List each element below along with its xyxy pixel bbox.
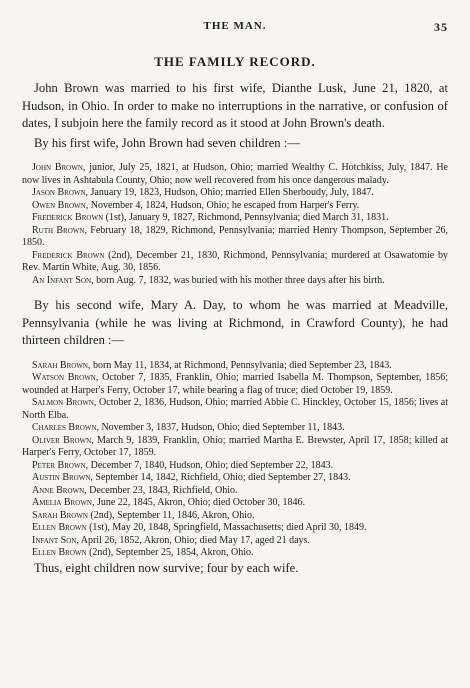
child-details: , January 19, 1823, Hudson, Ohio; married Ellen Sherboudy, July, 1847.	[85, 187, 374, 198]
child-details: , junior, July 25, 1821, at Hudson, Ohio; married Wealthy C. Hotchkiss, July, 1847. He now lives in Ashtabula County, Ohio; now well recovered from his once dangerous malady.	[22, 162, 448, 186]
child-entry	[22, 460, 448, 473]
child-entry	[22, 187, 448, 200]
child-entry	[22, 275, 448, 288]
intro-paragraph: John Brown was married to his first wife, Dianthe Lusk, June 21, 1820, at Hudson, in Ohio. In order to make no interruptions in the narrative, or confusion of dates, I subjoin here the family record as it stood at John Brown's death.	[22, 81, 448, 130]
child-name: Oliver Brown	[32, 434, 92, 446]
child-details: (1st), January 9, 1827, Richmond, Pennsylvania; died March 31, 1831.	[103, 212, 389, 223]
child-name: Amelia Brown	[32, 497, 92, 508]
conclusion-paragraph: Thus, eight children now survive; four by each wife.	[34, 560, 299, 575]
child-entry	[22, 522, 448, 535]
child-entry	[22, 360, 448, 373]
child-details: (2nd), September 25, 1854, Akron, Ohio.	[86, 547, 254, 558]
child-details: , born Aug. 7, 1832, was buried with his mother three days after his birth.	[91, 274, 385, 286]
child-name: Infant Son	[32, 534, 77, 546]
child-details: (2nd), September 11, 1846, Akron, Ohio.	[87, 509, 255, 521]
child-details: (1st), May 20, 1848, Springfield, Massachusetts; died April 30, 1849.	[86, 522, 367, 533]
child-entry	[22, 372, 448, 397]
child-entry	[22, 547, 448, 560]
child-details: , February 18, 1829, Richmond, Pennsylvania; married Henry Thompson, September 26, 1850.	[22, 224, 448, 248]
child-name: Sarah Brown	[32, 509, 88, 521]
second-wife-children-list	[22, 360, 448, 560]
child-entry	[22, 212, 448, 225]
page-number: 35	[434, 20, 448, 34]
child-details: , June 22, 1845, Akron, Ohio; died October 30, 1846.	[91, 497, 305, 508]
child-entry	[22, 422, 448, 435]
running-header	[22, 20, 448, 36]
child-details: , March 9, 1839, Franklin, Ohio; married Martha E. Brewster, April 17, 1858; killed at Harper's Ferry, October 17, 1859.	[22, 434, 448, 458]
child-name: An Infant Son	[32, 274, 92, 286]
child-name: John Brown	[32, 162, 83, 173]
child-name: Charles Brown	[32, 422, 97, 433]
second-wife-lead: By his second wife, Mary A. Day, to whom he was married at Meadville, Pennsylvania (while he was living at Richmond, in Crawford County), he had thirteen children :—	[22, 298, 448, 347]
child-details: , November 3, 1837, Hudson, Ohio; died September 11, 1843.	[96, 422, 345, 433]
child-details: (2nd), December 21, 1830, Richmond, Pennsylvania; murdered at Osawatomie by Rev. Martin White, Aug. 30, 1856.	[22, 249, 449, 273]
child-details: , born May 11, 1834, at Richmond, Pennsylvania; died September 23, 1843.	[87, 359, 392, 371]
child-name: Ruth Brown	[32, 224, 85, 236]
child-name: Jason Brown	[32, 187, 86, 198]
child-name: Owen Brown	[32, 199, 86, 211]
child-entry	[22, 200, 448, 213]
child-name: Frederick Brown	[32, 249, 105, 261]
child-details: , April 26, 1852, Akron, Ohio; died May 17, aged 21 days.	[76, 534, 310, 546]
child-entry	[22, 435, 448, 460]
child-entry	[22, 250, 448, 275]
running-title: THE MAN.	[203, 20, 267, 32]
child-details: , October 2, 1836, Hudson, Ohio; married Abbie C. Hinckley, October 15, 1856; lives at North Elba.	[22, 397, 449, 421]
child-details: , September 14, 1842, Richfield, Ohio; died September 27, 1843.	[90, 472, 351, 483]
first-wife-lead: By his first wife, John Brown had seven children :—	[34, 135, 300, 150]
child-details: , December 7, 1840, Hudson, Ohio; died September 22, 1843.	[85, 459, 334, 471]
child-details: , December 23, 1843, Richfield, Ohio.	[84, 484, 238, 496]
child-entry	[22, 472, 448, 485]
section-title: THE FAMILY RECORD.	[154, 54, 316, 69]
child-name: Watson Brown	[32, 372, 96, 383]
child-entry	[22, 225, 448, 250]
first-wife-children-list	[22, 162, 448, 287]
child-entry	[22, 162, 448, 187]
child-entry	[22, 497, 448, 510]
child-name: Sarah Brown	[32, 359, 88, 371]
child-name: Austin Brown	[32, 472, 91, 483]
child-name: Salmon Brown	[32, 397, 94, 408]
child-details: , October 7, 1835, Franklin, Ohio; married Isabella M. Thompson, September, 1856; wounded at Harper's Ferry, October 17, while bearing a flag of truce; died October 19, 1859.	[22, 372, 448, 396]
child-entry	[22, 535, 448, 548]
child-entry	[22, 510, 448, 523]
child-entry	[22, 485, 448, 498]
child-name: Peter Brown	[32, 459, 86, 471]
child-name: Ellen Brown	[32, 547, 87, 558]
child-name: Frederick Brown	[32, 212, 104, 223]
child-name: Anne Brown	[32, 484, 85, 496]
child-entry	[22, 397, 448, 422]
child-name: Ellen Brown	[32, 522, 87, 533]
child-details: , November 4, 1824, Hudson, Ohio; he escaped from Harper's Ferry.	[85, 199, 360, 211]
